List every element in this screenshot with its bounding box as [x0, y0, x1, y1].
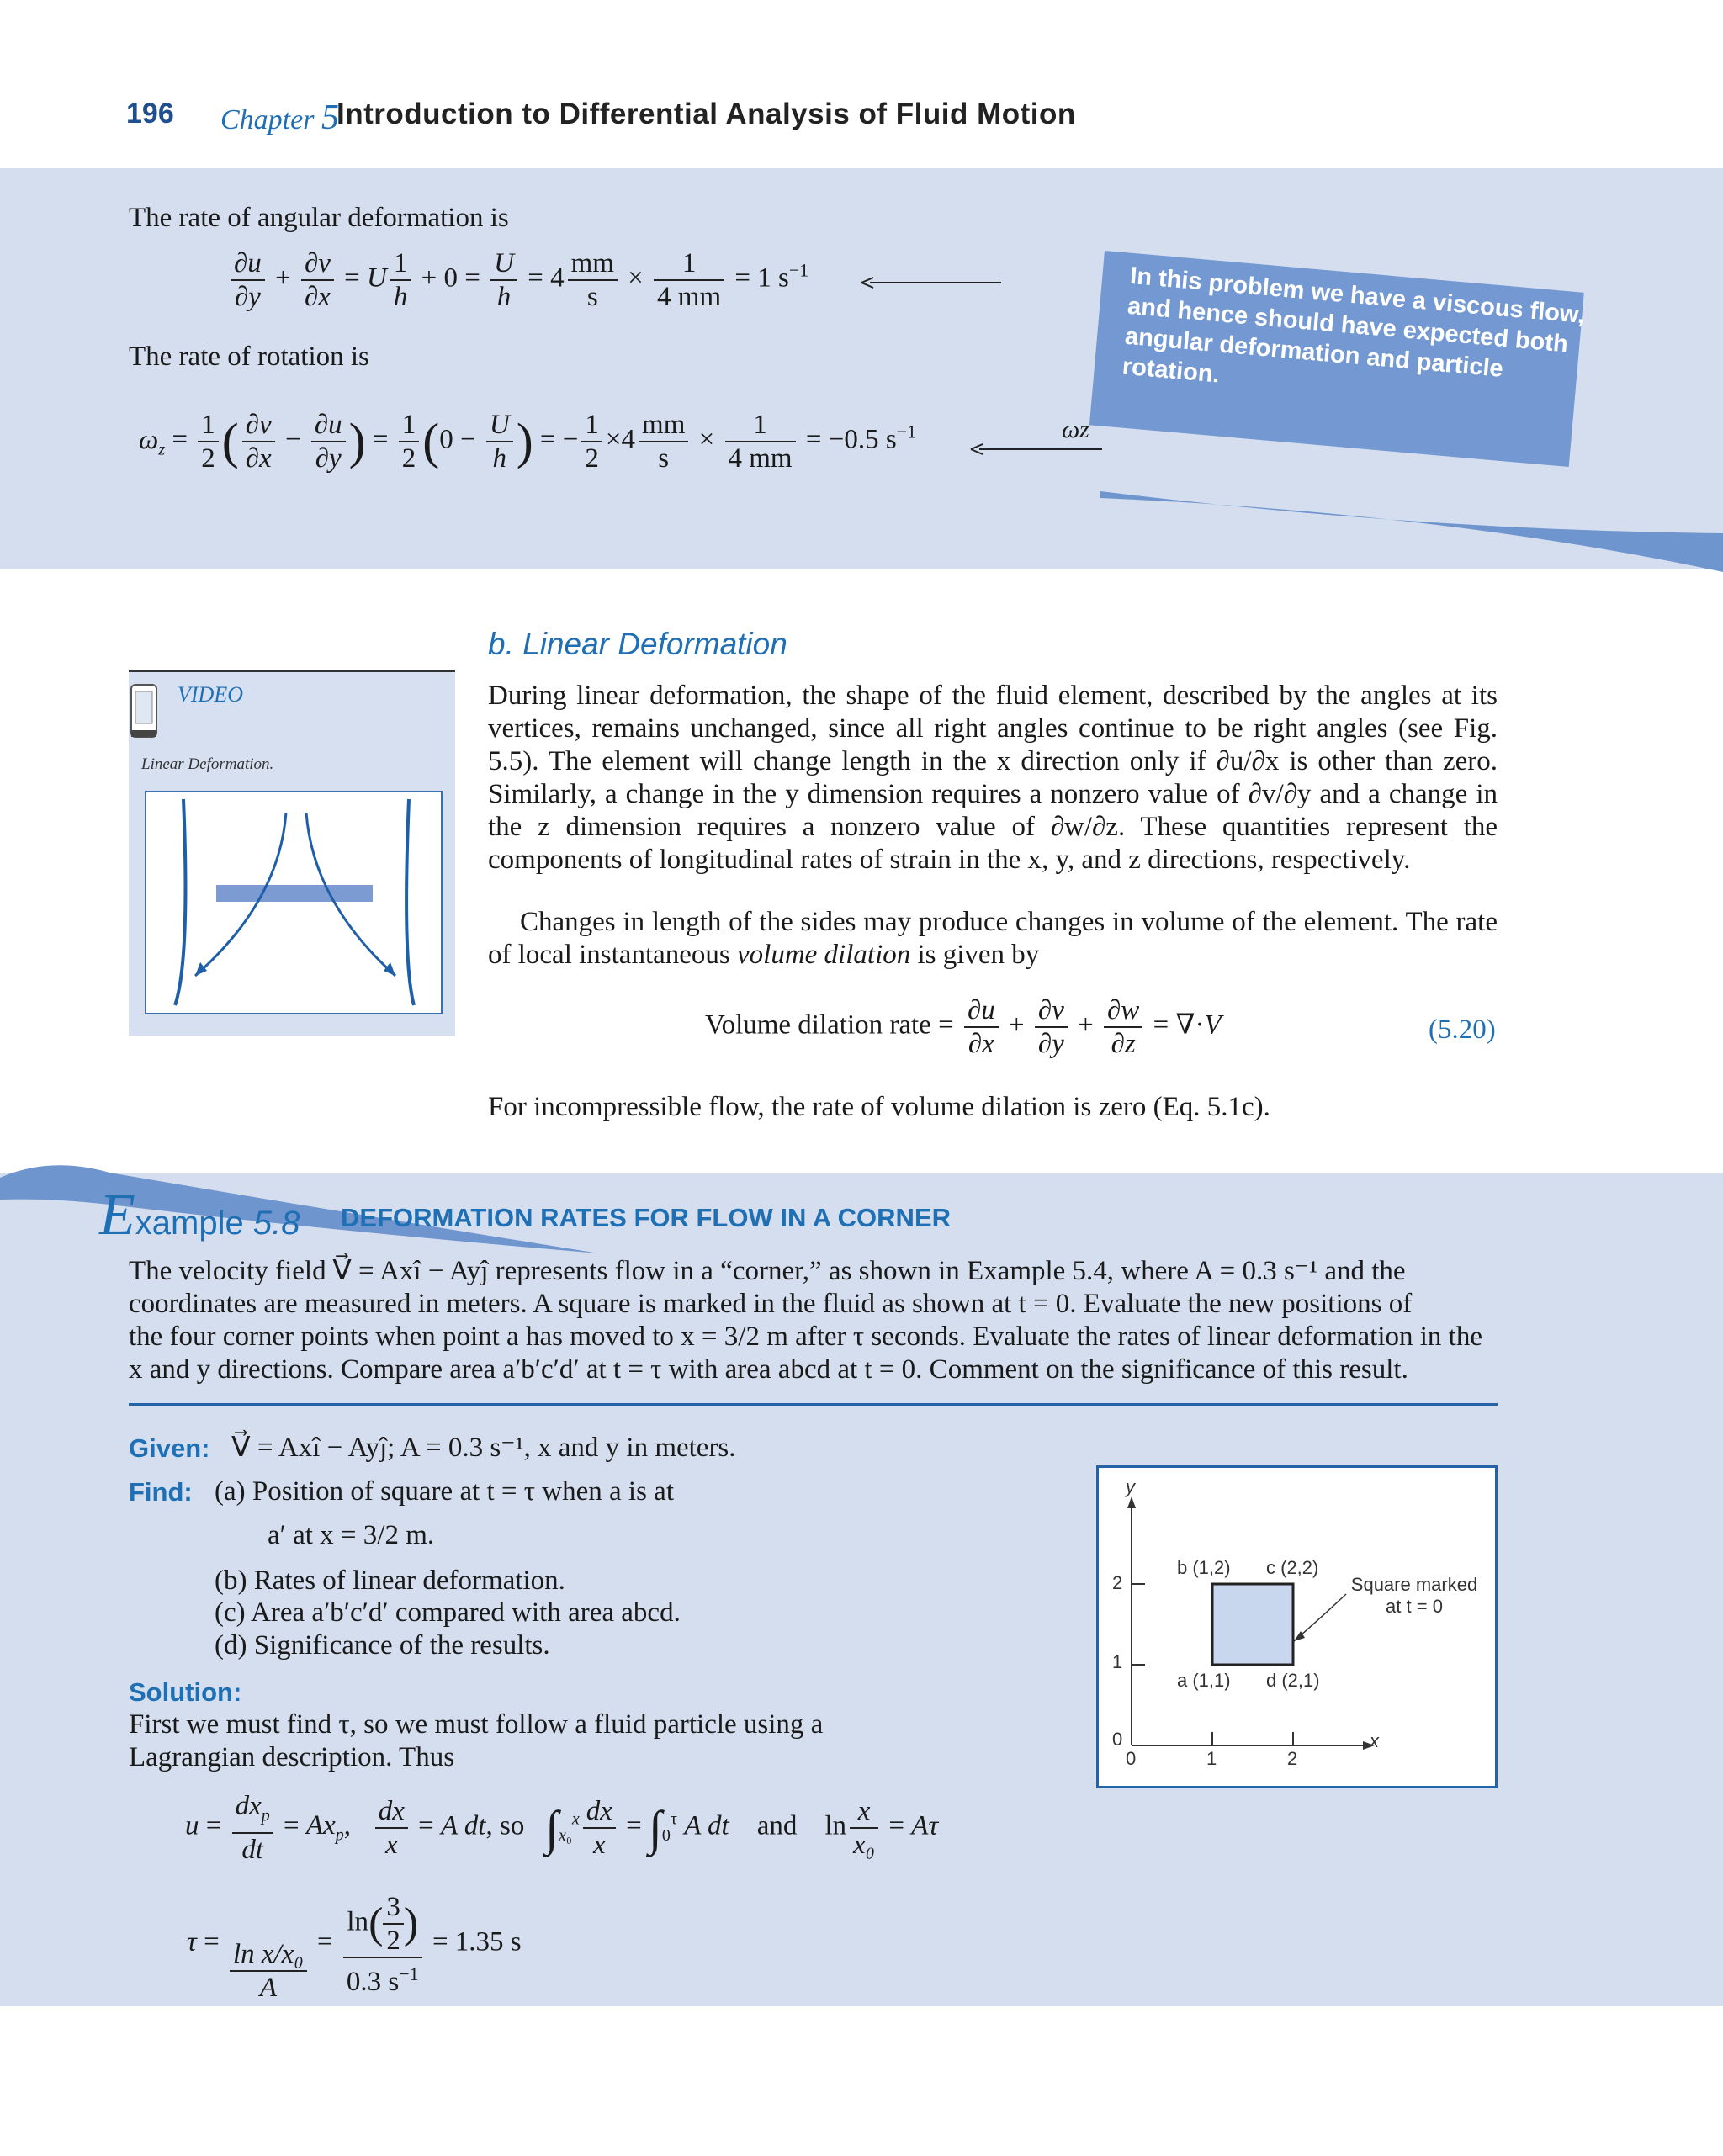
solution-text: [129, 1708, 823, 1774]
example-number: 5.8: [252, 1205, 300, 1242]
example-divider: [129, 1403, 1498, 1406]
margin-note-text: In this problem we have a viscous flow, and hence should have expected both angular deformation and particle rotation.: [1121, 262, 1586, 389]
chapter-title: Introduction to Differential Analysis of Fluid Motion: [337, 98, 1076, 130]
chapter-word: Chapter: [220, 104, 315, 135]
rotation-equation: $\omega_z$ = $\frac{1}{2}$ ( $\frac{\partial v}{\partial x}$ − $\frac{\partial u}{\partial y}$ ) = $\frac{1}{2}$ (0 − $\frac{U}{h}$ ) = − $\frac{1}{2}$ ×4 $\frac{mm}{s}$ × $\frac{1}{4 mm}$ = −0.5 $s^{-1}$: [139, 410, 917, 474]
y-axis-label: y: [1126, 1476, 1135, 1497]
lagrangian-equation: u = $\frac{dx_p}{dt}$ = $Ax_p$, $\frac{dx}{x}$ = A dt, so $\int_{x_0}^x$ $\frac{dx}{x}$ = $\int_0^\tau$ A dt and ln $\frac{x}{\text{x₀}}$ = Aτ: [185, 1791, 939, 1865]
point-c-label: c (2,2): [1266, 1557, 1319, 1578]
example-letter: E: [99, 1183, 135, 1248]
angular-deformation-intro: The rate of angular deformation is: [129, 203, 509, 233]
y-tick-label: 2: [1112, 1572, 1123, 1593]
find-label: Find:: [129, 1477, 193, 1507]
given-text: V⃗ = Axî − Ayĵ; A = 0.3 s⁻¹, x and y in meters.: [231, 1433, 736, 1463]
find-item-c: (c) Area a′b′c′d′ compared with area abcd.: [215, 1597, 681, 1628]
volume-dilation-equation: Volume dilation rate = $\frac{\partial u}{\partial x}$ + $\frac{\partial v}{\partial y}$ + $\frac{\partial w}{\partial z}$ = ∇·V⃗: [705, 995, 1243, 1059]
find-item-d: (d) Significance of the results.: [215, 1630, 550, 1661]
eq-word-and: and: [756, 1810, 798, 1841]
solution-label: Solution:: [129, 1677, 242, 1707]
linear-deformation-paragraph: During linear deformation, the shape of the fluid element, described by the angles at its vertices, remains unchanged, since all right angles continue to be right angles (see Fig. 5.5). The element will change length in the x direction only if ∂u/∂x is other than zero. Similarly, a change in the y dimension requires a nonzero value of ∂v/∂y and a change in the z dimension requires a nonzero value of ∂w/∂z. These quantities represent the components of longitudinal rates of strain in the x, y, and z directions, respectively.: [488, 681, 1498, 875]
point-a-label: a (1,1): [1177, 1670, 1231, 1691]
volume-dilation-text-end: is given by: [910, 940, 1040, 970]
marked-square: [1212, 1584, 1293, 1665]
chapter-label: [220, 98, 339, 138]
video-phone-icon[interactable]: [129, 683, 159, 740]
x-tick-label: 1: [1206, 1748, 1217, 1769]
solution-line: First we must find τ, so we must follow a fluid particle using a: [129, 1709, 824, 1740]
section-heading: b. Linear Deformation: [488, 627, 787, 661]
video-caption: Linear Deformation.: [141, 755, 274, 773]
square-diagram: [1096, 1465, 1498, 1788]
example-word: xample: [135, 1205, 244, 1242]
volume-dilation-term: volume dilation: [737, 940, 911, 970]
find-item-a-cont: a′ at x = 3/2 m.: [268, 1520, 435, 1550]
statement-line: x and y directions. Compare area a′b′c′d′ at t = τ with area abcd at t = 0. Comment on the significance of this result.: [129, 1354, 1408, 1385]
given-label: Given:: [129, 1433, 210, 1463]
equation-number: (5.20): [1429, 1014, 1496, 1045]
linear-deformation-illustration: [146, 792, 441, 1013]
point-d-label: d (2,1): [1266, 1670, 1320, 1691]
page-number: 196: [126, 98, 174, 130]
answer-arrow-angular: [860, 274, 1001, 291]
band-swoosh: [1094, 479, 1723, 580]
volume-dilation-paragraph: [488, 906, 1498, 972]
y-tick-label: 0: [1112, 1729, 1123, 1750]
angular-deformation-equation: $\frac{\partial u}{\partial y}$ + $\frac{\partial v}{\partial x}$ = U $\frac{1}{h}$ + 0 = $\frac{U}{h}$ = 4 $\frac{mm}{s}$ × $\frac{1}{4 mm}$ = 1 $s^{-1}$: [227, 247, 808, 313]
tau-equation: τ = $\frac{\text{ln x/x₀}}{A}$ = ln( $\frac{3}{2}$ ) 0.3 $s^{-1}$ = 1.35 s: [187, 1891, 522, 2003]
example-label: [99, 1182, 300, 1249]
omega-answer-label: ωz: [1062, 416, 1089, 443]
annotation-line: at t = 0: [1386, 1596, 1443, 1617]
chapter-number: 5: [321, 98, 339, 137]
example-title: DEFORMATION RATES FOR FLOW IN A CORNER: [341, 1203, 952, 1232]
x-tick-label: 0: [1126, 1748, 1137, 1769]
statement-line: coordinates are measured in meters. A square is marked in the fluid as shown at t = 0. Evaluate the new positions of: [129, 1289, 1413, 1319]
find-item-b: (b) Rates of linear deformation.: [215, 1565, 565, 1596]
y-axis-arrow: [1127, 1496, 1136, 1508]
video-thumbnail[interactable]: [145, 791, 443, 1014]
find-item-a: (a) Position of square at t = τ when a is at: [215, 1476, 674, 1507]
eq-word-so: so: [499, 1810, 525, 1841]
point-b-label: b (1,2): [1177, 1557, 1231, 1578]
y-tick-label: 1: [1112, 1651, 1123, 1672]
square-annotation: [1343, 1574, 1486, 1618]
example-statement: [129, 1255, 1498, 1386]
tau-result: = 1.35 s: [432, 1926, 522, 1957]
statement-line: the four corner points when point a has moved to x = 3/2 m after τ seconds. Evaluate the rates of linear deformation in the: [129, 1322, 1482, 1352]
rotation-intro: The rate of rotation is: [129, 342, 369, 372]
volume-dilation-text: Changes in length of the sides may produce changes in volume of the element. The rate of local instantaneous: [488, 907, 1498, 970]
statement-line: The velocity field V⃗ = Axî − Ayĵ represents flow in a “corner,” as shown in Example 5.4, where A = 0.3 s⁻¹ and the: [129, 1256, 1406, 1286]
solution-line: Lagrangian description. Thus: [129, 1742, 455, 1772]
x-axis-label: x: [1370, 1730, 1379, 1751]
equation-lhs: Volume dilation rate: [705, 1009, 931, 1041]
square-diagram-plot: [1099, 1468, 1495, 1786]
x-tick-label: 2: [1287, 1748, 1298, 1769]
video-label[interactable]: VIDEO: [178, 682, 243, 707]
annotation-line: Square marked: [1350, 1574, 1478, 1595]
incompressible-note: For incompressible flow, the rate of volume dilation is zero (Eq. 5.1c).: [488, 1092, 1270, 1122]
